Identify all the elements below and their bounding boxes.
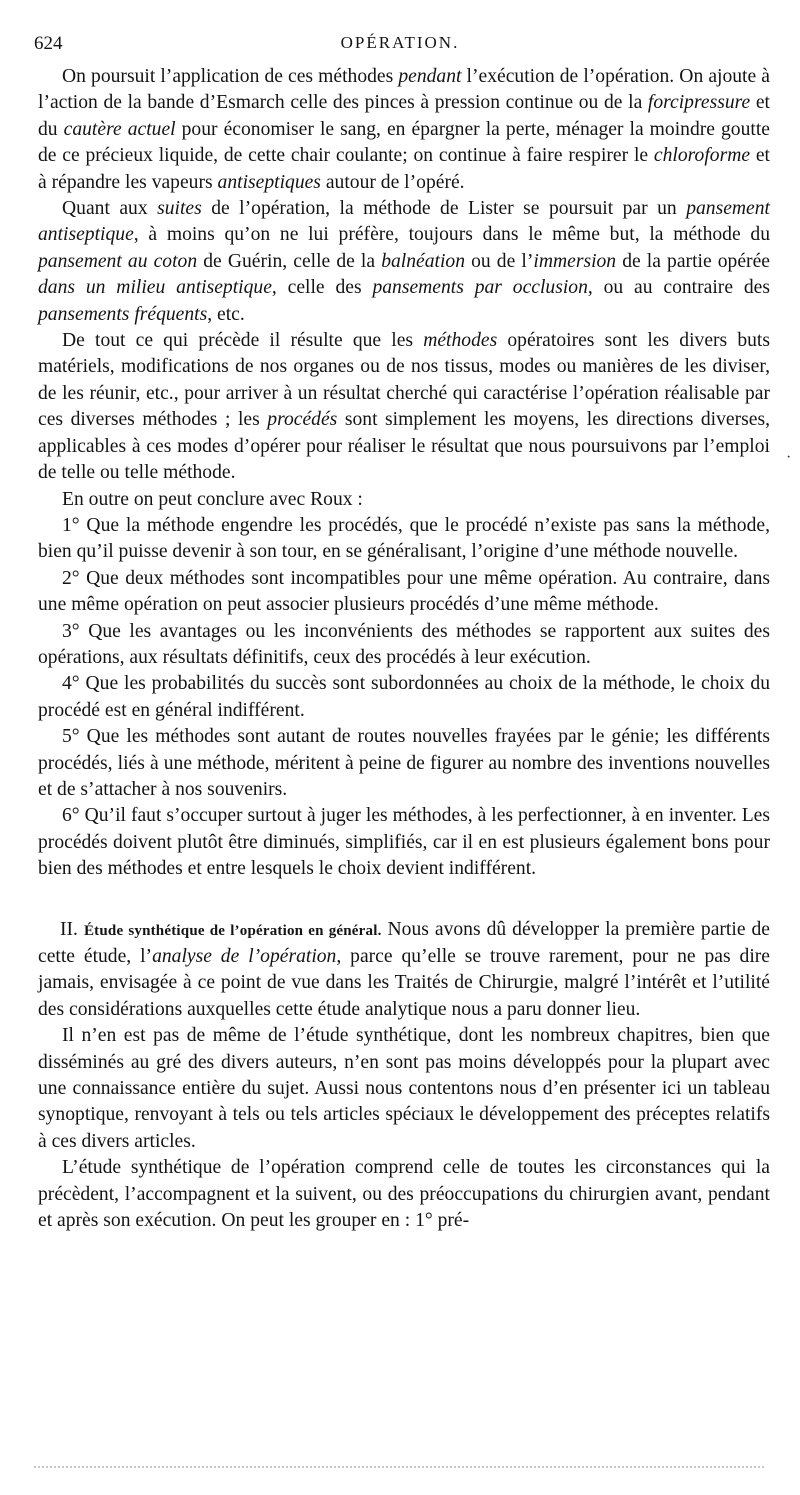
bottom-smudge <box>34 1466 764 1468</box>
text-run: 3° Que les avantages ou les inconvénients des méthodes se rapportent aux suites des opérations, aux résultats définitifs, ceux des procédés à leur exécution. <box>38 620 770 668</box>
text-run: 2° Que deux méthodes sont incompatibles pour une même opération. Au contraire, dans une même opération on peut associer plusieurs procédés d’une même méthode. <box>38 567 770 616</box>
paragraph <box>38 64 770 196</box>
text-run: de la partie opérée <box>616 250 770 272</box>
text-run: , etc. <box>207 303 245 325</box>
italic-term: dans un milieu antiseptique <box>38 277 272 299</box>
section-heading-paragraph <box>38 917 770 1024</box>
text-run: et à répandre les vapeurs <box>38 145 771 193</box>
italic-term: cautère actuel <box>63 118 176 140</box>
italic-term: suites <box>157 198 202 220</box>
text-run: opératoires sont les divers buts matériels, modifications de nos organes ou de nos tissus, modes ou manières de les diviser, de les réunir, etc., pour arriver à un résultat cherché qui caractérise l’opération réalisable par ces diverses méthodes ; les <box>38 330 770 431</box>
italic-term: forcipressure <box>647 92 751 114</box>
paragraph <box>38 619 770 672</box>
margin-mark: · <box>786 449 792 466</box>
text-run: autour de l’opéré. <box>320 171 465 193</box>
text-run: Nous avons dû développer la première partie de cette étude, l’ <box>38 918 770 967</box>
italic-term: pansements fréquents <box>38 303 208 325</box>
italic-term: immersion <box>533 250 617 272</box>
text-run: Quant aux <box>62 198 158 220</box>
italic-term: pansements par occlusion <box>372 277 588 299</box>
paragraph <box>38 803 770 882</box>
text-run: l’exécution de l’opération. On ajoute à l’action de la bande d’Esmarch celle des pinces à pression continue ou de la <box>38 66 770 114</box>
italic-term: analyse de l’opération <box>152 946 337 967</box>
italic-term: pendant <box>398 66 462 87</box>
paragraph <box>38 724 770 803</box>
paragraph <box>38 513 770 566</box>
text-run: , celle des <box>271 277 373 299</box>
running-head <box>34 33 766 57</box>
text-run: , parce qu’elle se trouve rarement, pour ne pas dire jamais, envisagée à ce point de vue dans les Traités de Chirurgie, malgré l’intérêt et l’utilité des considérations auxquelles cette étude analytique nous a paru donner lieu. <box>38 946 770 1020</box>
text-run: de Guérin, celle de la <box>197 250 382 272</box>
text-run: et du <box>38 92 770 140</box>
text-run: 6° Qu’il faut s’occuper surtout à juger les méthodes, à les perfectionner, à en inventer. Les procédés doivent plutôt être diminués, simplifiés, car il en est plusieurs également bons pour bien des méthodes et entre lesquels le choix devient indifférent. <box>38 805 770 880</box>
italic-term: antiseptiques <box>217 171 321 193</box>
page-number: 624 <box>34 33 63 54</box>
text-run: Il n’en est pas de même de l’étude synthétique, dont les nombreux chapitres, bien que disséminés au gré des divers auteurs, n’en sont pas moins développés pour la plupart avec une connaissance entière du sujet. Aussi nous contentons nous d’en présenter ici un tableau synoptique, renvoyant à tels ou tels articles spéciaux le développement des préceptes relatifs à ces divers articles. <box>38 1025 770 1152</box>
paragraph <box>38 487 770 513</box>
running-title: OPÉRATION. <box>340 33 460 52</box>
text-run: En outre on peut conclure avec Roux : <box>62 488 363 510</box>
paragraph <box>38 1155 770 1234</box>
text-run: 5° Que les méthodes sont autant de routes nouvelles frayées par le génie; les différents procédés, liés à une méthode, méritent à peine de figurer au nombre des inventions nouvelles et de s’attacher à nos souvenirs. <box>38 726 770 800</box>
section-number: II. <box>60 918 78 940</box>
paragraph <box>38 1023 770 1155</box>
text-run: , à moins qu’on ne lui préfère, toujours dans le même but, la méthode du <box>133 224 770 246</box>
text-run: , ou au contraire des <box>587 277 770 299</box>
italic-term: pansement au coton <box>38 250 198 272</box>
text-run: 4° Que les probabilités du succès sont subordonnées au choix de la méthode, le choix du procédé est en général indifférent. <box>38 673 770 721</box>
text-run: 1° Que la méthode engendre les procédés, que le procédé n’existe pas sans la méthode, bien qu’il puisse devenir à son tour, en se généralisant, l’origine d’une méthode nouvelle. <box>38 514 770 563</box>
italic-term: procédés <box>267 409 338 431</box>
paragraph <box>38 328 770 486</box>
body-text <box>38 64 770 1234</box>
paragraphs-after-section <box>38 1023 770 1234</box>
paragraph <box>38 566 770 619</box>
text-run: sont simplement les moyens, les directions diverses, applicables à ces modes d’opérer pour réaliser le résultat que nous poursuivons par l’emploi de telle ou telle méthode. <box>38 409 770 484</box>
italic-term: balnéation <box>381 250 465 272</box>
italic-term: méthodes <box>423 330 498 352</box>
text-run: On poursuit l’application de ces méthodes <box>62 66 399 87</box>
section-title: Étude synthétique de l’opération en général. <box>83 922 382 939</box>
italic-term: pansement antiseptique <box>38 198 770 246</box>
text-run: De tout ce qui précède il résulte que les <box>62 330 424 352</box>
italic-term: chloroforme <box>653 145 751 167</box>
paragraph <box>38 671 770 724</box>
text-run: de l’opération, la méthode de Lister se poursuit par un <box>201 198 687 220</box>
paragraphs-before-section <box>38 64 770 883</box>
paragraph <box>38 196 770 328</box>
text-run: ou de l’ <box>465 250 534 272</box>
text-run: L’étude synthétique de l’opération comprend celle de toutes les circonstances qui la précèdent, l’accompagnent et la suivent, ou des préoccupations du chirurgien avant, pendant et après son exécution. On peut les grouper en : 1° pré- <box>38 1157 770 1232</box>
text-run: pour économiser le sang, en épargner la perte, ménager la moindre goutte de ce précieux liquide, de cette chair coulante; on continue à faire respirer le <box>38 118 770 167</box>
